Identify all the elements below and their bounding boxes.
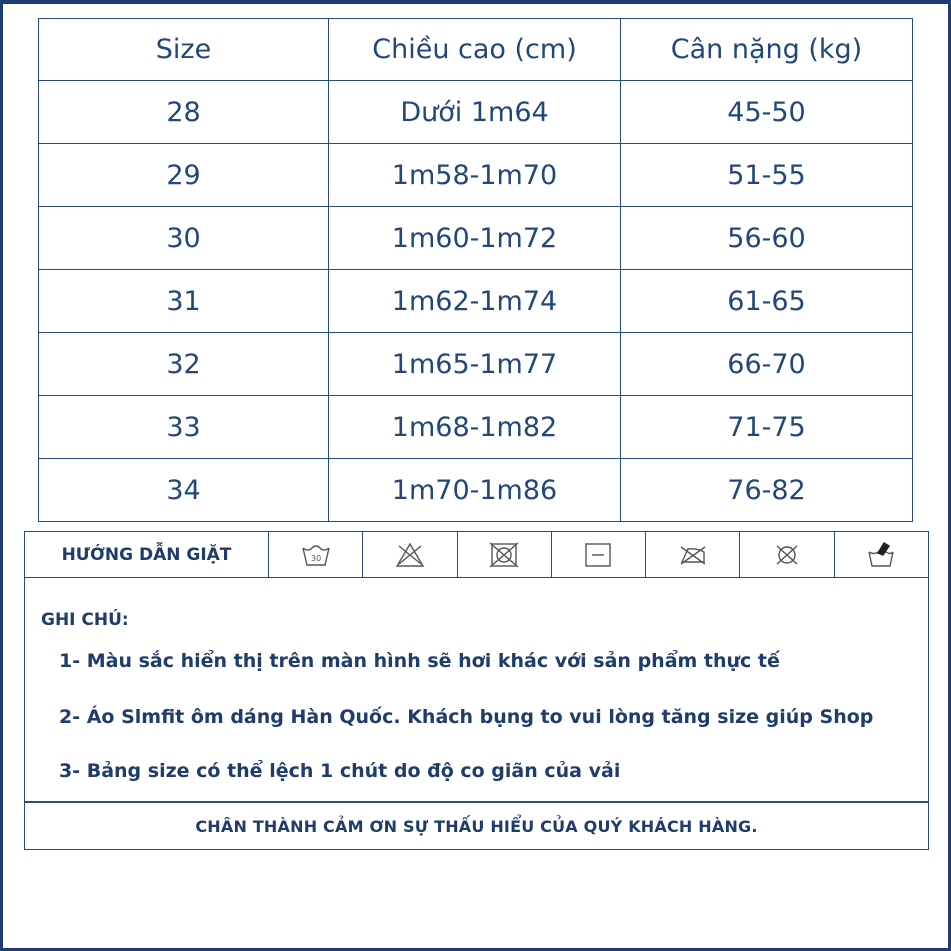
cell-weight: 45-50	[621, 81, 913, 144]
no-dry-clean-icon	[740, 532, 834, 577]
cell-weight: 51-55	[621, 144, 913, 207]
cell-height: 1m65-1m77	[329, 333, 621, 396]
dry-flat-icon	[552, 532, 646, 577]
size-table	[38, 18, 913, 522]
note-item: 2- Áo Slmfit ôm dáng Hàn Quốc. Khách bụng to vui lòng tăng size giúp Shop	[59, 706, 874, 728]
no-tumble-dry-icon	[458, 532, 552, 577]
cell-weight: 56-60	[621, 207, 913, 270]
cell-height: 1m58-1m70	[329, 144, 621, 207]
cell-size: 34	[39, 459, 329, 522]
cell-size: 30	[39, 207, 329, 270]
cell-weight: 61-65	[621, 270, 913, 333]
notes-title: GHI CHÚ:	[41, 610, 129, 630]
table-row	[39, 144, 913, 207]
cell-weight: 66-70	[621, 333, 913, 396]
cell-size: 31	[39, 270, 329, 333]
note-item: 3- Bảng size có thể lệch 1 chút do độ co giãn của vải	[59, 760, 621, 782]
table-header-row	[39, 19, 913, 81]
header-weight: Cân nặng (kg)	[621, 19, 913, 81]
cell-height: 1m60-1m72	[329, 207, 621, 270]
cell-size: 33	[39, 396, 329, 459]
cell-height: Dưới 1m64	[329, 81, 621, 144]
cell-height: 1m62-1m74	[329, 270, 621, 333]
table-row	[39, 270, 913, 333]
wash-guide-row	[24, 531, 929, 578]
cell-weight: 71-75	[621, 396, 913, 459]
table-row	[39, 396, 913, 459]
table-row	[39, 333, 913, 396]
table-row	[39, 207, 913, 270]
table-row	[39, 459, 913, 522]
header-height: Chiều cao (cm)	[329, 19, 621, 81]
cell-weight: 76-82	[621, 459, 913, 522]
low-iron-icon	[646, 532, 740, 577]
wash-30-icon	[269, 532, 363, 577]
no-bleach-icon	[363, 532, 457, 577]
cell-height: 1m68-1m82	[329, 396, 621, 459]
cell-size: 29	[39, 144, 329, 207]
table-row	[39, 81, 913, 144]
cell-size: 32	[39, 333, 329, 396]
notes-box	[24, 578, 929, 802]
note-item: 1- Màu sắc hiển thị trên màn hình sẽ hơi khác với sản phẩm thực tế	[59, 650, 780, 672]
cell-height: 1m70-1m86	[329, 459, 621, 522]
cell-size: 28	[39, 81, 329, 144]
wash-guide-label: HƯỚNG DẪN GIẶT	[25, 532, 269, 577]
thank-you-message: CHÂN THÀNH CẢM ƠN SỰ THẤU HIỂU CỦA QUÝ KHÁCH HÀNG.	[24, 802, 929, 850]
svg-text:30: 30	[310, 553, 321, 563]
header-size: Size	[39, 19, 329, 81]
hand-wash-icon	[835, 532, 928, 577]
